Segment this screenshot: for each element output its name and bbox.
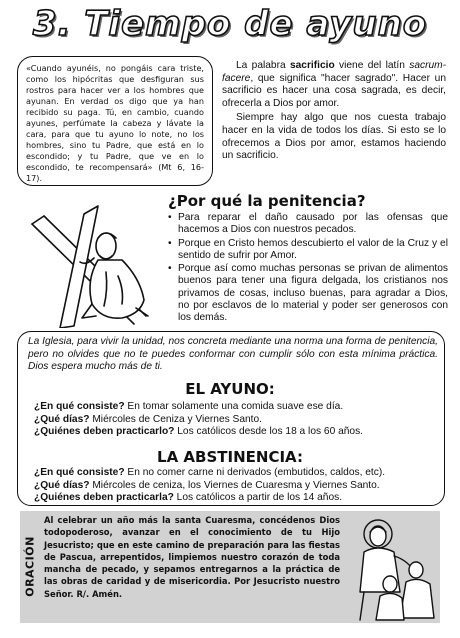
abstinencia-answer: En no comer carne ni derivados (embutidos, caldos, etc).: [124, 467, 386, 478]
sacrificio-paragraph-1: [222, 60, 446, 110]
penitencia-list: [168, 212, 448, 326]
sacrificio-keyword: sacrificio: [289, 60, 335, 71]
jesus-embracing-illustration: [350, 512, 438, 622]
ayuno-details: [34, 401, 444, 439]
abstinencia-line-days: [34, 480, 444, 493]
ayuno-question: ¿Quiénes deben practicarlo?: [34, 426, 175, 438]
abstinencia-line-who: [34, 492, 444, 505]
ayuno-answer: Miércoles de Ceniza y Viernes Santo.: [89, 413, 263, 425]
sacrificio-text: , que significa "hacer sagrado". Hacer un sacrificio es hacer una cosa sagrada, es decir, ofrecerla a Dios por amor.: [222, 72, 446, 109]
penitencia-heading: ¿Por qué la penitencia?: [168, 192, 366, 210]
ayuno-answer: Los católicos desde los 18 a los 60 años.: [174, 426, 363, 438]
abstinencia-heading-text: LA ABSTINENCIA: [157, 448, 297, 466]
abstinencia-answer: Los católicos a partir de los 14 años.: [173, 492, 343, 504]
abstinencia-question: ¿Quiénes deben practicarla?: [34, 492, 174, 504]
ayuno-line-what: [34, 401, 444, 414]
prayer-text: Al celebrar un año más la santa Cuaresma, concédenos Dios todopoderoso, avanzar en el conocimiento de tu Hijo Jesucristo; que en este camino de preparación para las fiestas de Pascua, arrepentidos, limpiemos nuestro corazón de toda mancha de pecado, y sepamos entregarnos a la práctica de las obras de caridad y de misericordia. Por Jesucristo nuestro Señor. R/. Amén.: [44, 515, 340, 599]
ayuno-heading: [0, 380, 460, 398]
abstinencia-heading-colon: :: [296, 448, 303, 466]
oracion-label-text: ORACIÓN: [23, 536, 37, 597]
oracion-label: [20, 520, 40, 616]
jesus-carrying-cross-illustration: [14, 196, 164, 328]
penitencia-item: • Para reparar el daño causado por las ofensas que hacemos a Dios con nuestros pecados.: [168, 212, 448, 237]
abstinencia-question: ¿En qué consiste?: [34, 467, 125, 478]
abstinencia-heading: [0, 448, 460, 466]
ayuno-question: ¿En qué consiste?: [34, 401, 125, 412]
ayuno-heading-text: EL AYUNO: [185, 380, 269, 398]
page-title: 3. Tiempo de ayuno: [32, 4, 428, 44]
ayuno-line-who: [34, 426, 444, 439]
church-norm-intro: La Iglesia, para vivir la unidad, nos concreta mediante una norma una forma de penitencia, pero no olvides que no te puedes conformar con cumplir sólo con esta mínima práctica. Dios espera mucho más de ti.: [28, 336, 439, 372]
abstinencia-question: ¿Qué días?: [34, 479, 90, 491]
gospel-quote-text: «Cuando ayunéis, no pongáis cara triste, como los hipócritas que desfiguran sus rostros para hacer ver a los hombres que ayunan. En verdad os digo que ya han recibido su paga. Tú, en cambio, cuando ayunes, perfúmate la cabeza y lávate la cara, para que tu ayuno lo note, no los hombres, sino tu Padre, que está en lo escondido; y tu Padre, que ve en lo escondido, te recompensará» (Mt 6, 16-17).: [26, 63, 204, 183]
gospel-quote-box: [17, 56, 213, 186]
abstinencia-line-what: [34, 467, 444, 480]
sacrificio-paragraph-2: Siempre hay algo que nos cuesta trabajo hacer en la vida de todos los días. Si esto se lo ofrecemos a Dios por amor, estamos haciendo un sacrificio.: [222, 112, 446, 162]
sacrificio-text: viene del latín: [334, 60, 410, 71]
sacrificio-text: La palabra: [236, 60, 290, 71]
ayuno-line-days: [34, 414, 444, 427]
ayuno-question: ¿Qué días?: [34, 413, 90, 425]
abstinencia-details: [34, 467, 444, 505]
sacrificio-latin-term: sacrum-facere: [222, 60, 447, 84]
sacrificio-section: [222, 60, 446, 165]
ayuno-heading-colon: :: [268, 380, 275, 398]
penitencia-item: • Porque así como muchas personas se privan de alimentos buenos para tener una figura delgada, los cristianos nos privamos de cosas, incluso buenas, para agradar a Dios, no por esclavos de lo material y poder ser generosos con los demás.: [168, 263, 448, 324]
penitencia-item: • Porque en Cristo hemos descubierto el valor de la Cruz y el sentido de sufrir por Amor.: [168, 238, 448, 263]
abstinencia-answer: Miércoles de ceniza, los Viernes de Cuaresma y Viernes Santo.: [89, 479, 380, 491]
ayuno-answer: En tomar solamente una comida suave ese día.: [124, 401, 344, 412]
